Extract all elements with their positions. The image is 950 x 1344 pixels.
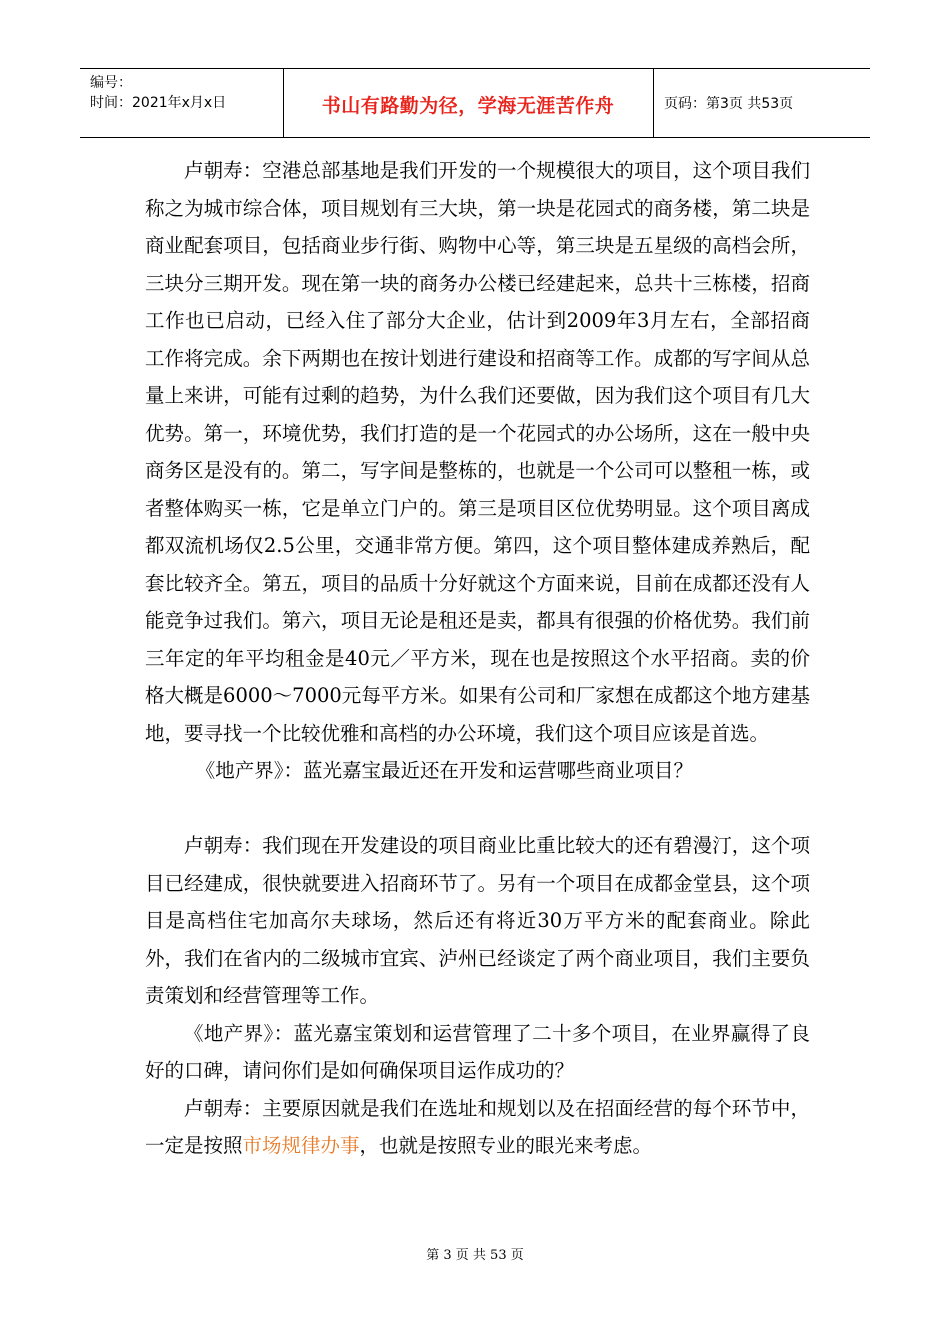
article-body [145, 152, 810, 1165]
paragraph-question-2: 《地产界》：蓝光嘉宝策划和运营管理了二十多个项目，在业界赢得了良好的口碑，请问你们是如何确保项目运作成功的？ [145, 1021, 810, 1082]
page-footer: 第 3 页 共 53 页 [426, 1248, 524, 1263]
answer-3-tail: ，也就是按照专业的眼光来考虑。 [359, 1134, 653, 1157]
header-page-info: 页码：第3页 共53页 [664, 96, 794, 112]
paragraph-answer-3 [145, 1090, 810, 1165]
code-label: 编号： [90, 75, 132, 91]
paragraph-gap [145, 790, 810, 828]
page-header [80, 68, 870, 138]
paragraph-answer-2: 卢朝寿：我们现在开发建设的项目商业比重比较大的还有碧漫汀，这个项目已经建成，很快就要进入招商环节了。另有一个项目在成都金堂县，这个项目是高档住宅加高尔夫球场，然后还有将近30万平方米的配套商业。除此外，我们在省内的二级城市宜宾、泸州已经谈定了两个商业项目，我们主要负责策划和经营管理等工作。 [145, 834, 810, 1007]
header-divider [653, 69, 654, 137]
header-meta [90, 73, 226, 113]
header-motto: 书山有路勤为径，学海无涯苦作舟 [321, 95, 615, 117]
date-label: 时间：2021年x月x日 [90, 95, 227, 111]
paragraph-answer-1: 卢朝寿：空港总部基地是我们开发的一个规模很大的项目，这个项目我们称之为城市综合体，项目规划有三大块，第一块是花园式的商务楼，第二块是商业配套项目，包括商业步行街、购物中心等，第三块是五星级的高档会所，三块分三期开发。现在第一块的商务办公楼已经建起来，总共十三栋楼，招商工作也已启动，已经入住了部分大企业，估计到2009年3月左右，全部招商工作将完成。余下两期也在按计划进行建设和招商等工作。成都的写字间从总量上来讲，可能有过剩的趋势，为什么我们还要做，因为我们这个项目有几大优势。第一，环境优势，我们打造的是一个花园式的办公场所，这在一般中央商务区是没有的。第二，写字间是整栋的，也就是一个公司可以整租一栋，或者整体购买一栋，它是单立门户的。第三是项目区位优势明显。这个项目离成都双流机场仅2.5公里，交通非常方便。第四，这个项目整体建成养熟后，配套比较齐全。第五，项目的品质十分好就这个方面来说，目前在成都还没有人能竞争过我们。第六，项目无论是租还是卖，都具有很强的价格优势。我们前三年定的年平均租金是40元／平方米，现在也是按照这个水平招商。卖的价格大概是6000～7000元每平方米。如果有公司和厂家想在成都这个地方建基地，要寻找一个比较优雅和高档的办公环境，我们这个项目应该是首选。 [145, 159, 810, 745]
paragraph-question-1: 《地产界》：蓝光嘉宝最近还在开发和运营哪些商业项目？ [195, 759, 693, 782]
highlight-link[interactable]: 市场规律办事 [242, 1134, 360, 1157]
answer-3-text: 卢朝寿：主要原因就是我们在选址和规划以及在招面经营的每个环节中，一定是按照 [145, 1096, 810, 1157]
